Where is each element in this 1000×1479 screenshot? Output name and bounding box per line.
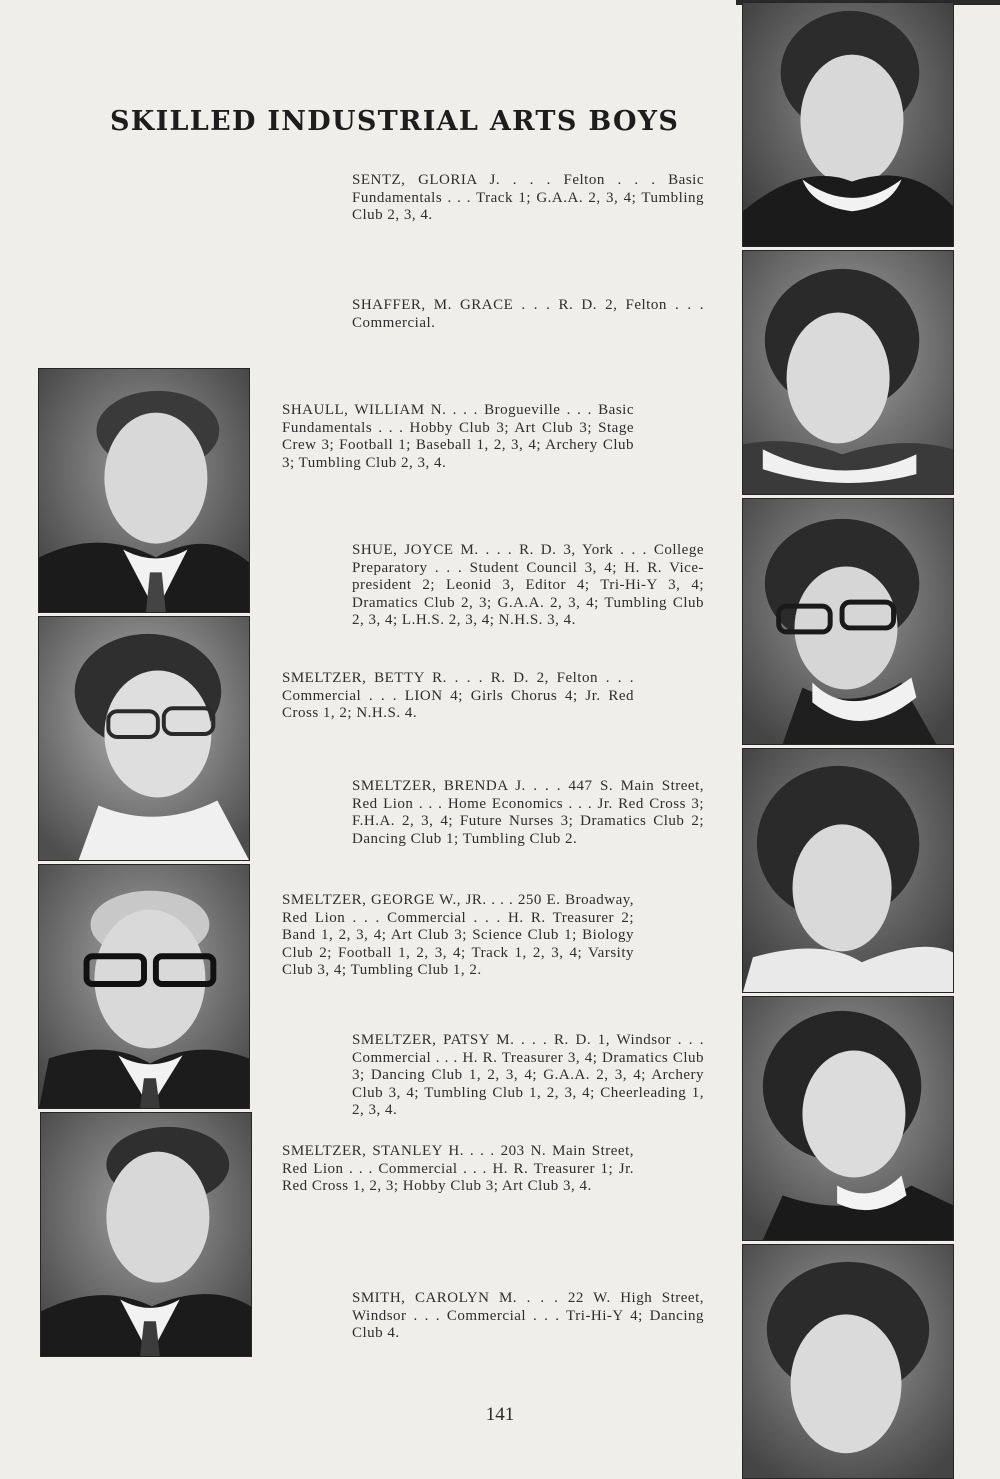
page-title: SKILLED INDUSTRIAL ARTS BOYS	[110, 106, 680, 138]
portrait-boy-icon	[39, 865, 249, 1108]
entry-smeltzer-brenda: SMELTZER, BRENDA J. . . . 447 S. Main Street, Red Lion . . . Home Economics . . . Jr. Red Cross 3; F.H.A. 2, 3, 4; Future Nurses 3; Dramatics Club 2; Dancing Club 1; Tumbling Club 2.	[352, 778, 704, 847]
entry-smeltzer-george: SMELTZER, GEORGE W., JR. . . . 250 E. Broadway, Red Lion . . . Commercial . . . H. R. Treasurer 2; Band 1, 2, 3, 4; Art Club 3; Science Club 1; Biology Club 2; Football 1, 2, 3, 4; Track 1, 2, 3, 4; Varsity Club 3, 4; Tumbling Club 1, 2.	[282, 892, 634, 979]
portrait-girl-icon	[743, 499, 953, 744]
portrait-photo-smeltzer-george	[38, 864, 250, 1109]
entry-smith-carolyn: SMITH, CAROLYN M. . . . 22 W. High Street, Windsor . . . Commercial . . . Tri-Hi-Y 4; Dancing Club 4.	[352, 1290, 704, 1342]
portrait-girl-icon	[743, 251, 953, 494]
portrait-girl-icon	[743, 1245, 953, 1478]
portrait-photo-smith-carolyn	[742, 1244, 954, 1479]
portrait-boy-icon	[41, 1113, 251, 1356]
entry-smeltzer-patsy: SMELTZER, PATSY M. . . . R. D. 1, Windsor . . . Commercial . . . H. R. Treasurer 3, 4; Dramatics Club 3; Dancing Club 1, 2, 3, 4; G.A.A. 2, 3, 4; Archery Club 3, 4; Tumbling Club 1, 2, 3, 4; Cheerleading 1, 2, 3, 4.	[352, 1032, 704, 1119]
portrait-photo-sentz-gloria	[742, 2, 954, 247]
entry-shaffer-grace: SHAFFER, M. GRACE . . . R. D. 2, Felton . . . Commercial.	[352, 297, 704, 331]
portrait-photo-smeltzer-stanley	[40, 1112, 252, 1357]
portrait-girl-icon	[743, 3, 953, 246]
portrait-photo-shaffer-grace	[742, 250, 954, 495]
portrait-girl-icon	[743, 749, 953, 992]
portrait-boy-icon	[39, 369, 249, 612]
entry-shaull-william: SHAULL, WILLIAM N. . . . Brogueville . . . Basic Fundamentals . . . Hobby Club 3; Art Club 3; Stage Crew 3; Football 1; Baseball 1, 2, 3, 4; Archery Club 3; Tumbling Club 2, 3, 4.	[282, 402, 634, 471]
portrait-photo-shaull-william	[38, 368, 250, 613]
entry-shue-joyce: SHUE, JOYCE M. . . . R. D. 3, York . . . College Preparatory . . . Student Council 3, 4; H. R. Vice-president 2; Leonid 3, Editor 4; Tri-Hi-Y 3, 4; Dramatics Club 2, 3; G.A.A. 2, 3, 4; Tumbling Club 2, 3, 4; L.H.S. 2, 3, 4; N.H.S. 3, 4.	[352, 542, 704, 629]
entry-smeltzer-betty: SMELTZER, BETTY R. . . . R. D. 2, Felton . . . Commercial . . . LION 4; Girls Chorus 4; Jr. Red Cross 1, 2; N.H.S. 4.	[282, 670, 634, 722]
portrait-photo-shue-joyce	[742, 498, 954, 745]
page-number: 141	[485, 1404, 515, 1425]
portrait-photo-smeltzer-brenda	[742, 748, 954, 993]
portrait-girl-icon	[743, 997, 953, 1240]
portrait-photo-smeltzer-betty	[38, 616, 250, 861]
portrait-photo-smeltzer-patsy	[742, 996, 954, 1241]
entry-sentz-gloria: SENTZ, GLORIA J. . . . Felton . . . Basic Fundamentals . . . Track 1; G.A.A. 2, 3, 4; Tumbling Club 2, 3, 4.	[352, 172, 704, 224]
portrait-girl-icon	[39, 617, 249, 860]
entry-smeltzer-stanley: SMELTZER, STANLEY H. . . . 203 N. Main Street, Red Lion . . . Commercial . . . H. R. Treasurer 1; Jr. Red Cross 1, 2, 3; Hobby Club 3; Art Club 3, 4.	[282, 1143, 634, 1195]
